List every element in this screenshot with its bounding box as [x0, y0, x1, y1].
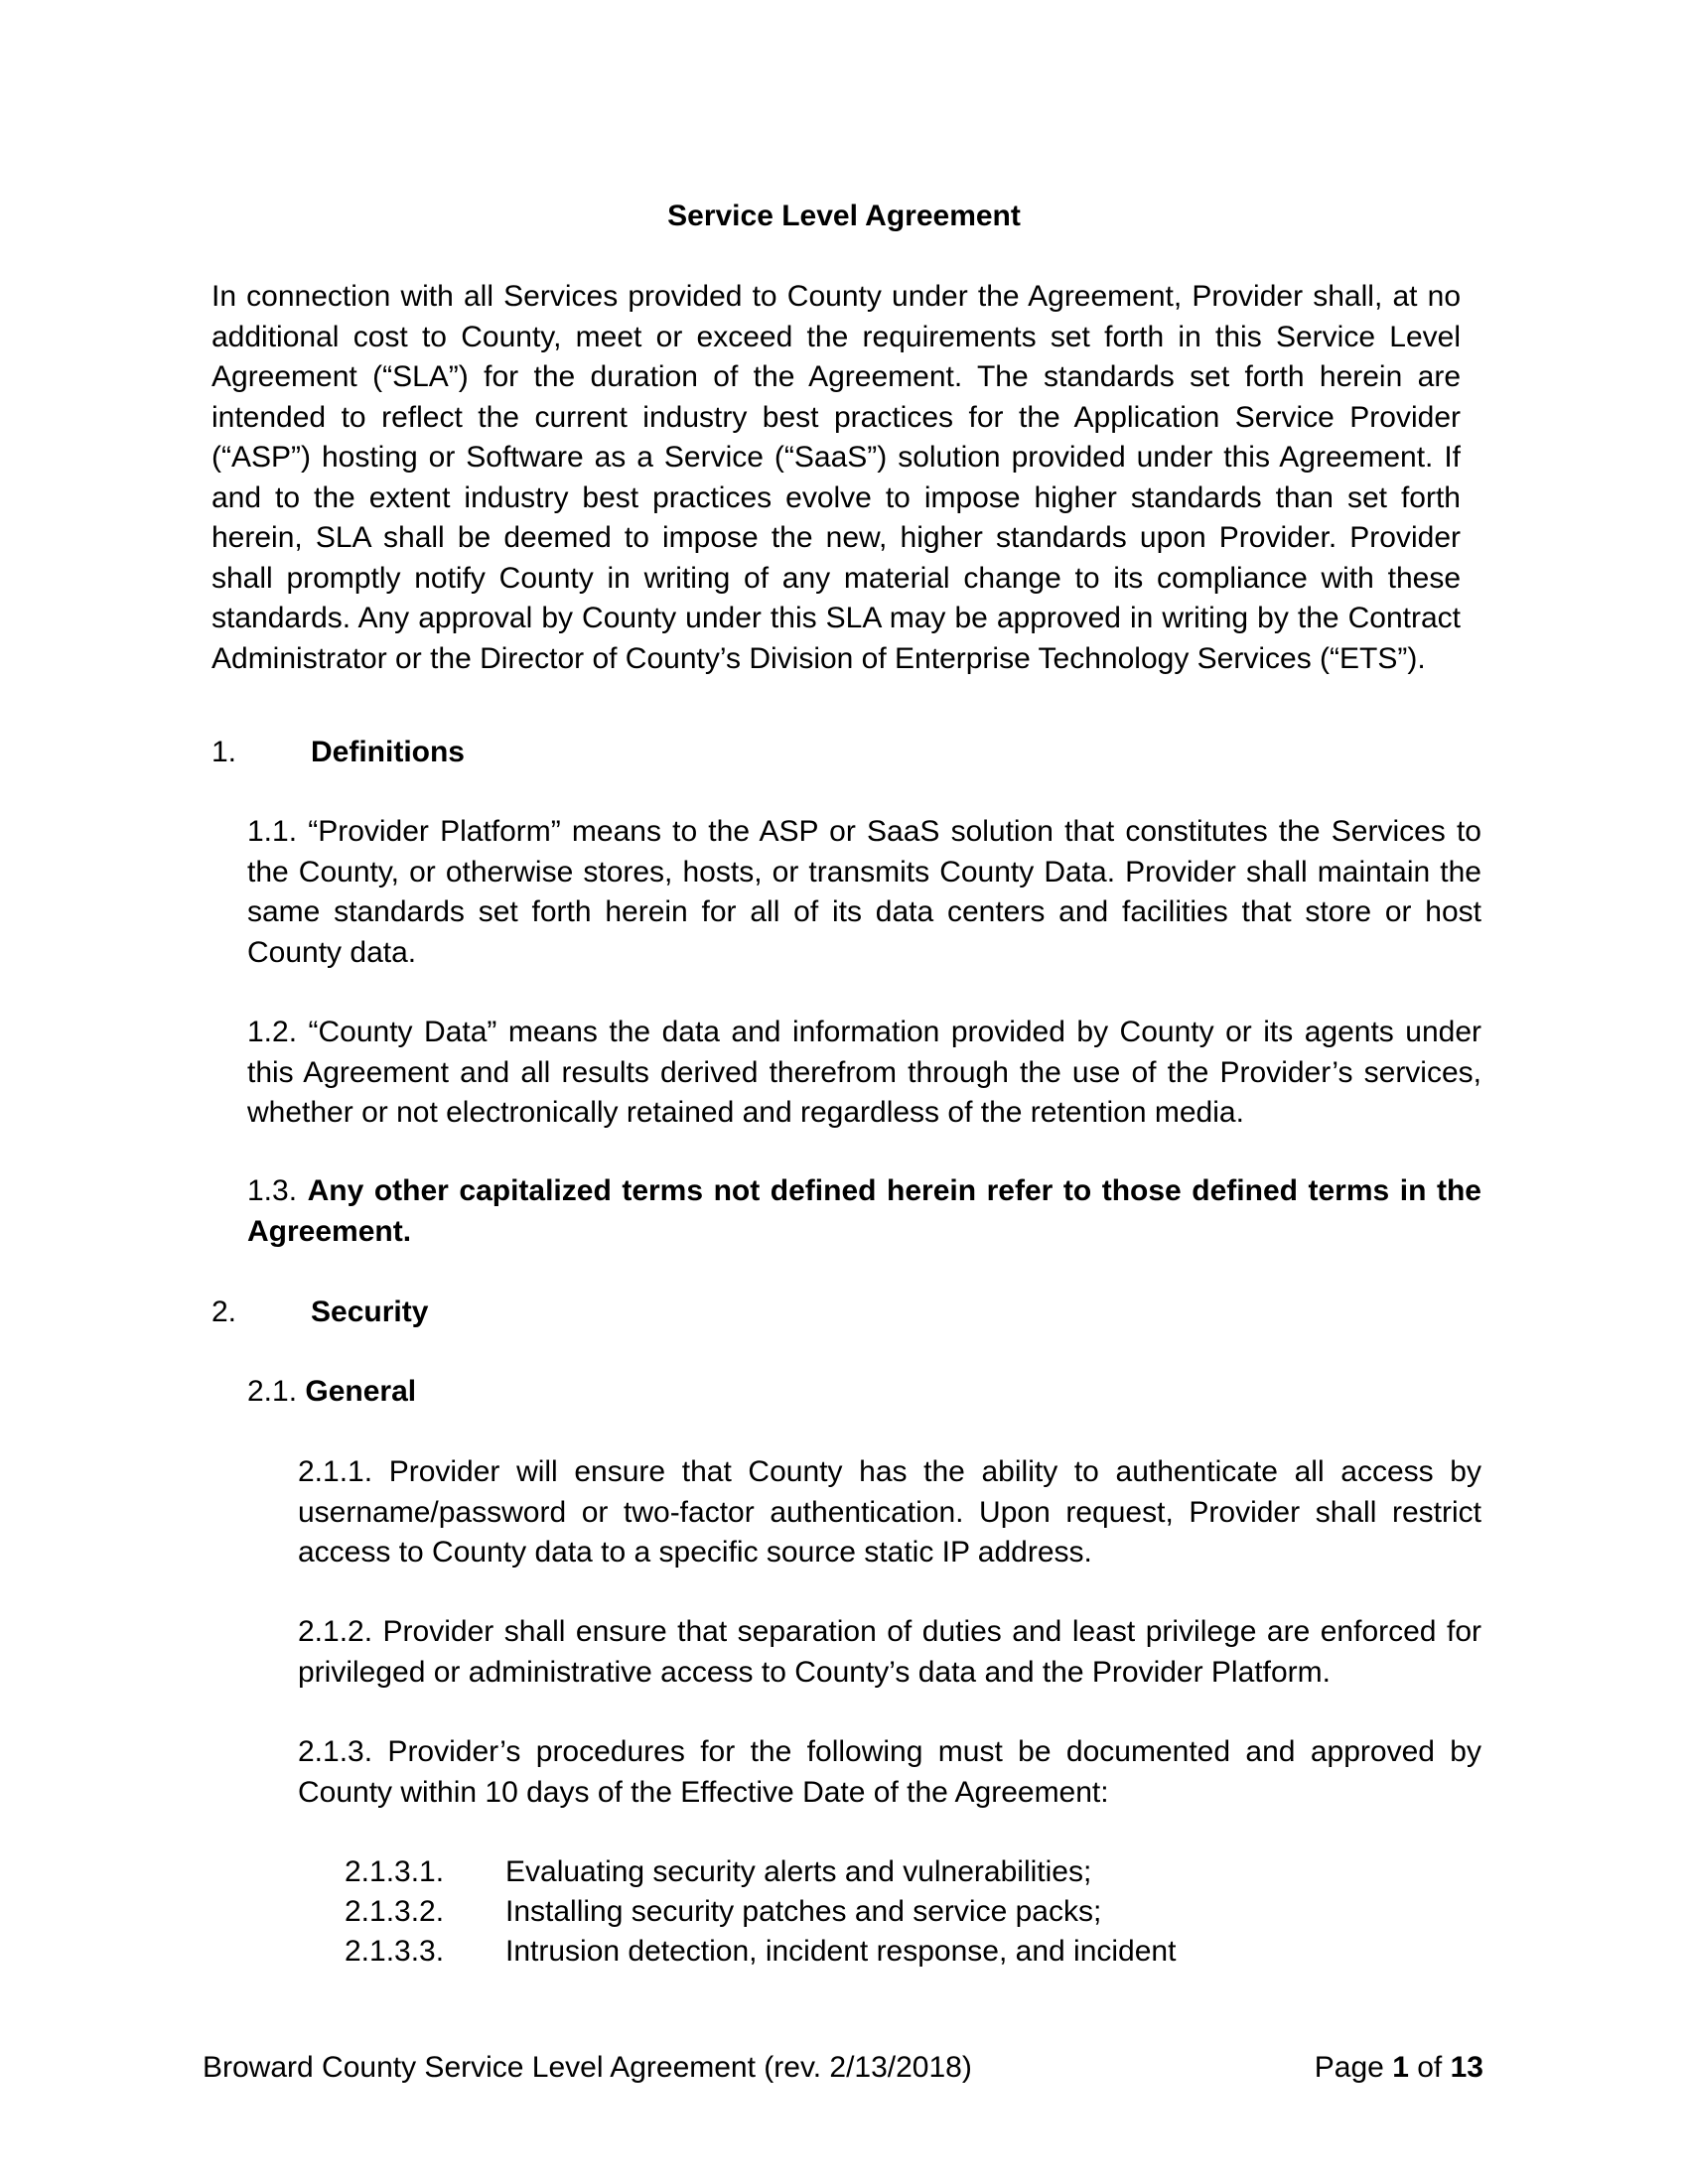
list-item-number: 2.1.3.1.: [345, 1855, 445, 1888]
list-item-text: Evaluating security alerts and vulnerabilities;: [505, 1855, 1092, 1888]
list-item-text: Installing security patches and service packs;: [505, 1895, 1102, 1928]
section-2-1-label: General: [305, 1375, 417, 1408]
footer-document-name: Broward County Service Level Agreement (rev. 2/13/2018): [203, 2051, 972, 2084]
section-1-heading: [211, 733, 1204, 773]
page-total: 13: [1450, 2051, 1483, 2084]
section-2-label: Security: [311, 1296, 429, 1328]
definition-1-3-text: Any other capitalized terms not defined herein refer to those defined terms in the Agreement.: [247, 1174, 1481, 1248]
definition-1-1: 1.1. “Provider Platform” means to the ASP or SaaS solution that constitutes the Services to the County, or otherwise stores, hosts, or transmits County Data. Provider shall maintain the same standards set forth herein for all of its data centers and facilities that store or host County data.: [247, 815, 1481, 969]
page-current: 1: [1392, 2051, 1409, 2084]
section-2-1-number: 2.1.: [247, 1375, 298, 1408]
intro-paragraph: In connection with all Services provided to County under the Agreement, Provider shall, at no additional cost to County, meet or exceed the requirements set forth in this Service Level Agreement (“SLA”) for the duration of the Agreement. The standards set forth herein are intended to reflect the current industry best practices for the Application Service Provider (“ASP”) hosting or Software as a Service (“SaaS”) solution provided under this Agreement. If and to the extent industry best practices evolve to impose higher standards than set forth herein, SLA shall be deemed to impose the new, higher standards upon Provider. Provider shall promptly notify County in writing of any material change to its compliance with these standards. Any approval by County under this SLA may be approved in writing by the Contract Administrator or the Director of County’s Division of Enterprise Technology Services (“ETS”).: [211, 280, 1461, 675]
definition-1-3: [247, 1171, 1481, 1252]
security-2-1-3: 2.1.3. Provider’s procedures for the following must be documented and approved by County within 10 days of the Effective Date of the Agreement:: [298, 1735, 1481, 1809]
definition-1-2: 1.2. “County Data” means the data and information provided by County or its agents under this Agreement and all results derived therefrom through the use of the Provider’s services, whether or not electronically retained and regardless of the retention media.: [247, 1016, 1481, 1129]
security-2-1-1: 2.1.1. Provider will ensure that County has the ability to authenticate all access by username/password or two-factor authentication. Upon request, Provider shall restrict access to County data to a specific source static IP address.: [298, 1455, 1481, 1569]
security-2-1-2: 2.1.2. Provider shall ensure that separation of duties and least privilege are enforced for privileged or administrative access to County’s data and the Provider Platform.: [298, 1615, 1481, 1689]
page-of: of: [1417, 2051, 1443, 2084]
section-2-heading: [211, 1293, 1204, 1333]
page-number: [1315, 2048, 1483, 2089]
list-item: [345, 1892, 1437, 1933]
list-item: [345, 1932, 1437, 1973]
page-title: Service Level Agreement: [667, 200, 1021, 232]
definition-1-3-number: 1.3.: [247, 1174, 298, 1207]
section-1-label: Definitions: [311, 736, 465, 768]
list-item-number: 2.1.3.3.: [345, 1935, 445, 1968]
section-2-number: 2.: [211, 1296, 237, 1328]
page-label: Page: [1314, 2051, 1384, 2084]
list-item-number: 2.1.3.2.: [345, 1895, 445, 1928]
list-item-text: Intrusion detection, incident response, and incident: [505, 1935, 1177, 1968]
section-2-1-heading: [247, 1372, 1240, 1413]
section-1-number: 1.: [211, 736, 237, 768]
list-item: [345, 1852, 1437, 1893]
